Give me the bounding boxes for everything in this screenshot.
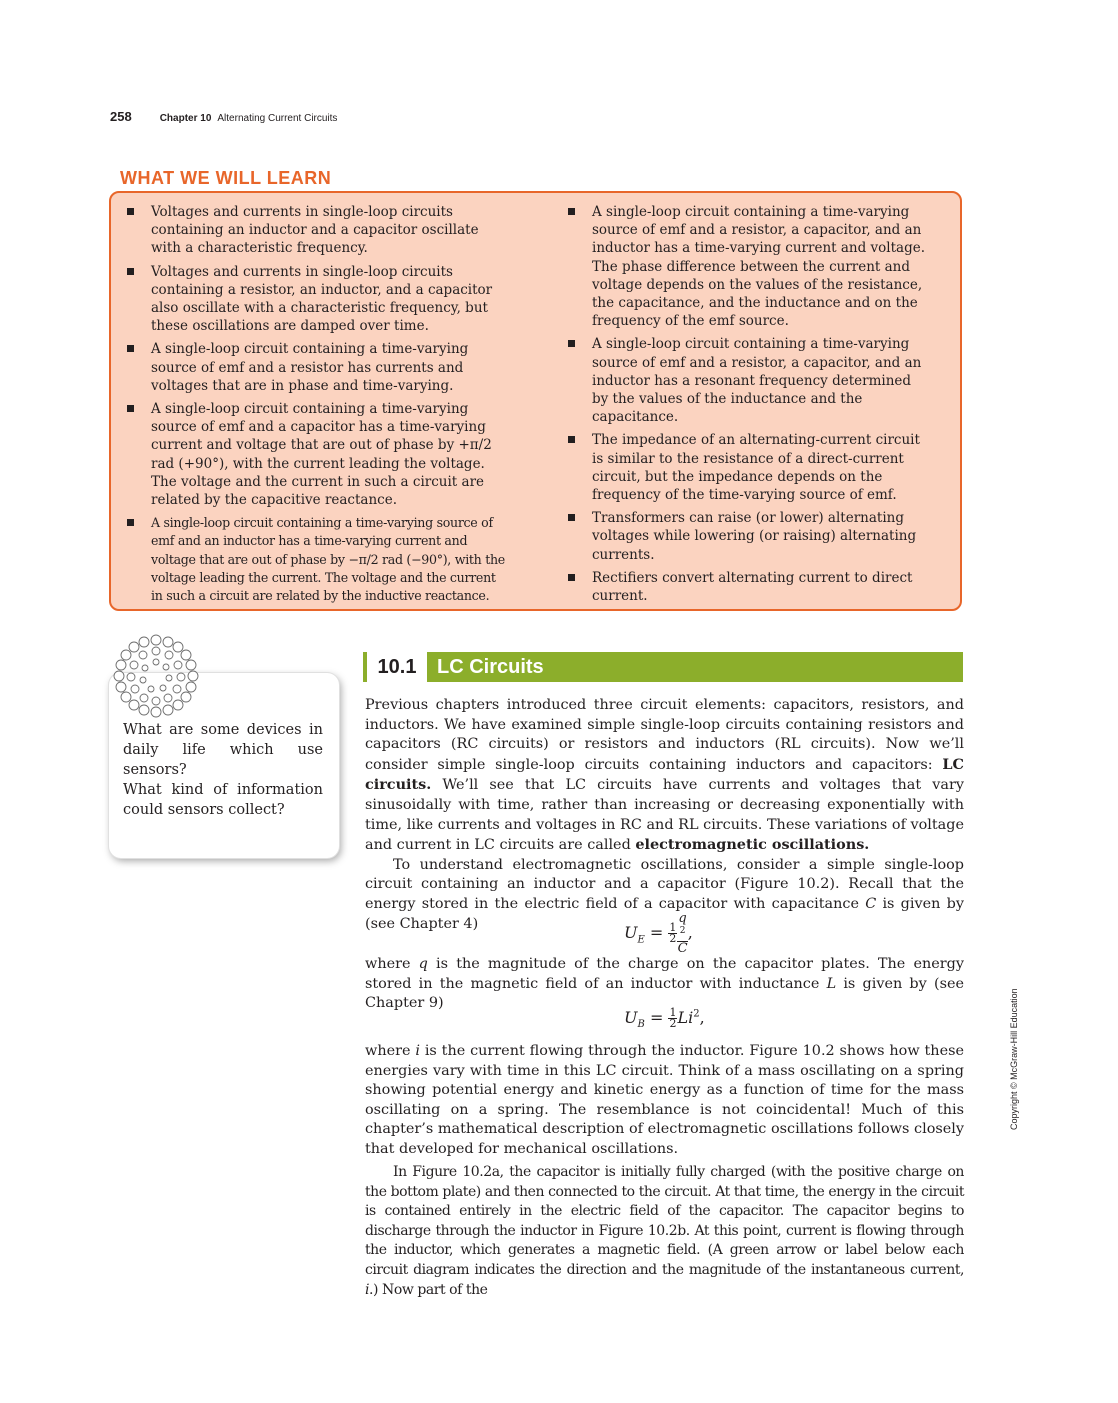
running-header: [110, 109, 337, 125]
learn-item: Voltages and currents in single-loop circuits containing a resistor, an inductor, and a capacitor also oscillate with a characteristic frequency, but these oscillations are damped over time.: [125, 263, 509, 336]
chapter-title: Alternating Current Circuits: [217, 113, 338, 124]
sidebar-question-1: What are some devices in daily life which use sensors?: [123, 722, 323, 778]
bullet-square-icon: [568, 514, 575, 521]
sidebar-question-2: What kind of information could sensors collect?: [123, 782, 323, 818]
learn-item: A single-loop circuit containing a time-varying source of emf and an inductor has a time-varying current and voltage that are out of phase by −π/2 rad (−90°), with the voltage leading the current. The voltage and the current in such a circuit are related by the inductive reactance.: [125, 514, 509, 605]
equation-electric-energy: $U_E$ = $\frac{1}{2}$ q $^2$ C ,: [624, 911, 693, 957]
learn-item: The impedance of an alternating-current circuit is similar to the resistance of a direct-current circuit, but the impedance depends on the frequency of the time-varying source of emf.: [566, 431, 926, 504]
fraction-q2-over-c: q $^2$ C: [677, 911, 688, 957]
learn-title: WHAT WE WILL LEARN: [120, 168, 332, 188]
page-number: 258: [110, 109, 132, 124]
paragraph: where q is the magnitude of the charge on the capacitor plates. The energy stored in the magnetic field of an inductor with inductance L is given by (see Chapter 9): [365, 956, 965, 1012]
learn-item: A single-loop circuit containing a time-varying source of emf and a resistor, a capacitor, and an inductor has a resonant frequency determined by the values of the inductance and the capacitance.: [566, 335, 926, 426]
bullet-square-icon: [568, 340, 575, 347]
section-title: LC Circuits: [437, 656, 544, 678]
sensor-bubbles-icon: [106, 634, 206, 718]
learn-item: Transformers can raise (or lower) alternating voltages while lowering (or raising) alternating currents.: [566, 509, 926, 564]
learn-item: Voltages and currents in single-loop circuits containing an inductor and a capacitor oscillate with a characteristic frequency.: [125, 203, 509, 258]
bullet-square-icon: [127, 208, 134, 215]
bullet-square-icon: [127, 519, 134, 526]
equation-magnetic-energy: $U_B$ = $\frac{1}{2}$ Li$^2$,: [624, 1006, 705, 1031]
learn-item: A single-loop circuit containing a time-varying source of emf and a resistor, a capacitor, and an inductor has a time-varying current and voltage. The phase difference between the current and voltage depends on the values of the resistance, the capacitance, and the inductance and on the frequency of the emf source.: [566, 203, 926, 330]
bullet-square-icon: [568, 574, 575, 581]
body-paragraph-5: [365, 1163, 964, 1300]
learn-list-left: [125, 203, 509, 610]
paragraph: where i is the current flowing through the inductor. Figure 10.2 shows how these energies vary with time in this LC circuit. Think of a mass oscillating on a spring showing potential energy and kinetic energy as a function of time for the mass oscillating on a spring. The resemblance is not coincidental! Much of this chapter’s mathematical description of electromagnetic oscillations follows closely that developed for mechanical oscillations.: [365, 1043, 964, 1157]
paragraph: In Figure 10.2a, the capacitor is initially fully charged (with the positive charge on the bottom plate) and then connected to the circuit. At that time, the energy in the circuit is contained entirely in the electric field of the capacitor. The capacitor begins to discharge through the inductor in Figure 10.2b. At this point, current is flowing through the inductor, which generates a magnetic field. (A green arrow or label below each circuit diagram indicates the direction and the magnitude of the instantaneous current, i.) Now part of the: [365, 1164, 964, 1298]
chapter-label: Chapter 10: [159, 113, 212, 124]
fraction-half: $\frac{1}{2}$: [669, 1006, 677, 1030]
body-paragraphs-1: [365, 696, 964, 934]
bullet-square-icon: [127, 345, 134, 352]
bullet-square-icon: [127, 268, 134, 275]
learn-item: Rectifiers convert alternating current to direct current.: [566, 569, 926, 605]
body-paragraph-3: [365, 955, 964, 1014]
bullet-square-icon: [568, 208, 575, 215]
learn-item: A single-loop circuit containing a time-varying source of emf and a capacitor has a time-varying current and voltage that are out of phase by +π/2 rad (+90°), with the current leading the voltage. The voltage and the current in such a circuit are related by the capacitive reactance.: [125, 400, 509, 509]
section-number: 10.1: [367, 652, 427, 682]
learn-item: A single-loop circuit containing a time-varying source of emf and a resistor has currents and voltages that are in phase and time-varying.: [125, 340, 509, 395]
bullet-square-icon: [127, 405, 134, 412]
learn-box: [109, 191, 962, 611]
bullet-square-icon: [568, 436, 575, 443]
paragraph: Previous chapters introduced three circuit elements: capacitors, resistors, and inductors. We have examined simple single-loop circuits containing resistors and capacitors (RC circuits) or resistors and inductors (RL circuits). Now we’ll consider simple single-loop circuits containing inductors and capacitors: LC circuits. We’ll see that LC circuits have currents and voltages that vary sinusoidally with time, rather than increasing or decreasing exponentially with time, like currents and voltages in RC and RL circuits. These variations of voltage and current in LC circuits are called electromagnetic oscillations.: [365, 697, 964, 854]
fraction-half: $\frac{1}{2}$: [669, 921, 677, 946]
learn-list-right: [566, 203, 926, 610]
body-paragraph-4: [365, 1042, 964, 1160]
copyright-notice: Copyright © McGraw-Hill Education: [1009, 988, 1019, 1130]
paragraph: To understand electromagnetic oscillations, consider a simple single-loop circuit containing an inductor and a capacitor (Figure 10.2). Recall that the energy stored in the electric field of a capacitor with capacitance C is given by (see Chapter 4): [365, 856, 964, 932]
